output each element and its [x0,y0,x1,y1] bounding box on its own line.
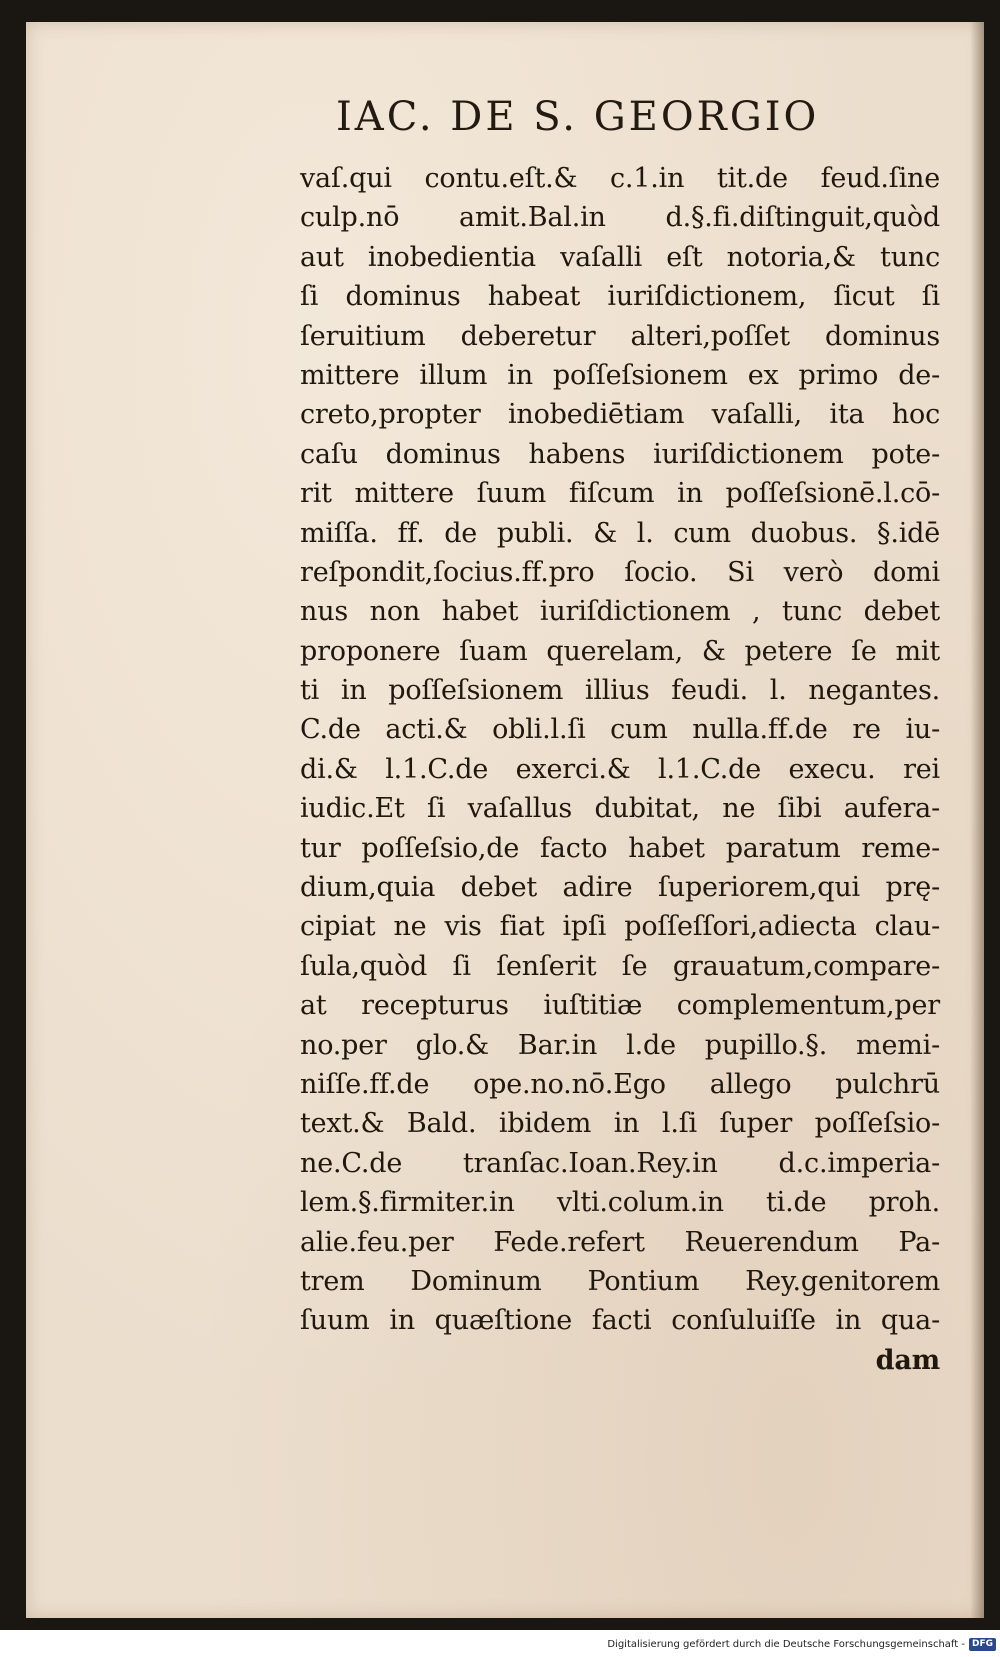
text-line: ti in poſſeſsionem illius feudi. l. negantes. [300,675,940,707]
text-line: reſpondit,ſocius.ff.pro ſocio. Si verò domi [300,556,940,588]
text-line: ſi dominus habeat iuriſdictionem, ſicut ſi [300,281,940,313]
text-line: mittere illum in poſſeſsionem ex primo de- [300,359,940,391]
text-line: di.& l.1.C.de exerci.& l.1.C.de execu. rei [300,753,940,785]
text-line: text.& Bald. ibidem in l.ſi ſuper poſſeſsio- [300,1108,940,1140]
footer-credit-text: Digitalisierung gefördert durch die Deutsche Forschungsgemeinschaft - [607,1639,965,1650]
running-head: IAC. DE S. GEORGIO [336,94,820,140]
text-line: ſuum in quæſtione facti conſuluiſſe in qua- [300,1305,940,1337]
text-line: no.per glo.& Bar.in l.de pupillo.§. memi- [300,1029,940,1061]
text-line: trem Dominum Pontium Rey.genitorem [300,1265,940,1297]
text-line: rit mittere ſuum fiſcum in poſſeſsionē.l.cō- [300,478,940,510]
page-edge-shadow [970,22,984,1618]
text-line: ne.C.de tranſac.Ioan.Rey.in d.c.imperia- [300,1147,940,1179]
dfg-logo-icon: DFG [969,1638,996,1651]
text-line: creto,propter inobediētiam vaſalli, ita hoc [300,399,940,431]
text-line: ſula,quòd ſi ſenſerit ſe grauatum,compare- [300,950,940,982]
text-line: aut inobedientia vaſalli eſt notoria,& tunc [300,241,940,273]
text-line: alie.feu.per Fede.refert Reuerendum Pa- [300,1226,940,1258]
text-line: iudic.Et ſi vaſallus dubitat, ne ſibi aufera- [300,793,940,825]
text-line: C.de acti.& obli.l.ſi cum nulla.ff.de re iu- [300,714,940,746]
text-line: miſſa. ff. de publi. & l. cum duobus. §.idē [300,517,940,549]
text-line: niſſe.ff.de ope.no.nō.Ego allego pulchrū [300,1068,940,1100]
text-line: culp.nō amit.Bal.in d.§.fi.diſtinguit,quòd [300,202,940,234]
text-line: proponere ſuam querelam, & petere ſe mit [300,635,940,667]
text-line: at recepturus iuſtitiæ complementum,per [300,990,940,1022]
catchword: dam [875,1344,940,1376]
text-line: caſu dominus habens iuriſdictionem pote- [300,438,940,470]
text-line: dium,quia debet adire ſuperiorem,qui prę- [300,872,940,904]
text-line: nus non habet iuriſdictionem , tunc debet [300,596,940,628]
text-line: ſeruitium deberetur alteri,poſſet dominus [300,320,940,352]
text-line: cipiat ne vis fiat ipſi poſſeſſori,adiecta clau- [300,911,940,943]
digitization-footer [607,1638,996,1651]
text-line: tur poſſeſsio,de facto habet paratum reme- [300,832,940,864]
text-line: vaſ.qui contu.eſt.& c.1.in tit.de feud.ſine [300,163,940,194]
body-text [300,159,940,1380]
text-line: lem.§.firmiter.in vlti.colum.in ti.de proh. [300,1187,940,1219]
